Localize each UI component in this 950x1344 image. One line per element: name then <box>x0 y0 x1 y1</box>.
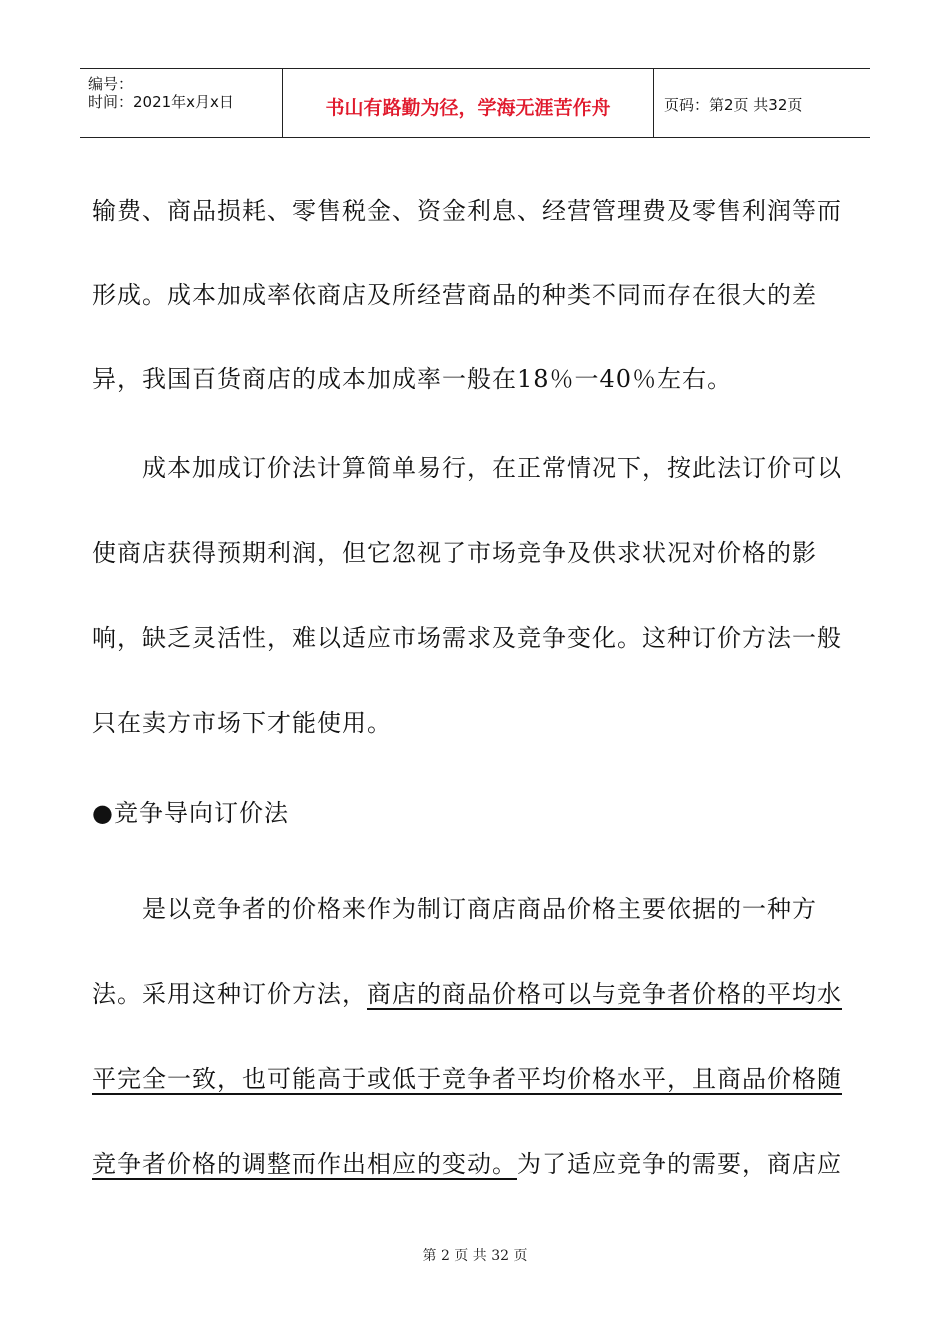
motto-text: 书山有路勤为径，学海无涯苦作舟 <box>325 97 611 119</box>
body-line: 成本加成订价法计算简单易行，在正常情况下，按此法订价可以 <box>92 454 842 482</box>
header-meta-cell <box>80 69 283 137</box>
page-info: 页码：第2页 共32页 <box>664 96 803 114</box>
body-line: 输费、商品损耗、零售税金、资金利息、经营管理费及零售利润等而 <box>92 197 842 225</box>
header-page-cell <box>654 69 870 137</box>
section-heading: ●竞争导向订价法 <box>92 799 289 827</box>
serial-label: 编号： <box>88 75 134 93</box>
body-line: 响，缺乏灵活性，难以适应市场需求及竞争变化。这种订价方法一般 <box>92 624 842 652</box>
underlined-text: 平完全一致，也可能高于或低于竞争者平均价格水平，且商品价格随 <box>92 1065 842 1093</box>
underlined-text: 竞争者价格的调整而作出相应的变动。 <box>92 1150 517 1178</box>
body-line <box>92 1148 862 1180</box>
body-line <box>92 978 862 1010</box>
plain-text: 为了适应竞争的需要，商店应 <box>517 1150 842 1178</box>
body-line: 使商店获得预期利润，但它忽视了市场竞争及供求状况对价格的影 <box>92 539 817 567</box>
header-motto-cell <box>283 69 654 137</box>
page-header <box>80 68 870 138</box>
body-line: 形成。成本加成率依商店及所经营商品的种类不同而存在很大的差 <box>92 281 817 309</box>
plain-text: 法。采用这种订价方法， <box>92 980 367 1008</box>
body-line: 是以竞争者的价格来作为制订商店商品价格主要依据的一种方 <box>92 895 817 923</box>
underlined-text: 商店的商品价格可以与竞争者价格的平均水 <box>367 980 842 1008</box>
time-label: 时间：2021年x月x日 <box>88 93 234 111</box>
body-line <box>92 1063 862 1095</box>
body-line: 只在卖方市场下才能使用。 <box>92 709 392 737</box>
body-line: 异，我国百货商店的成本加成率一般在18％一40％左右。 <box>92 365 733 393</box>
page-footer: 第 2 页 共 32 页 <box>422 1248 528 1264</box>
